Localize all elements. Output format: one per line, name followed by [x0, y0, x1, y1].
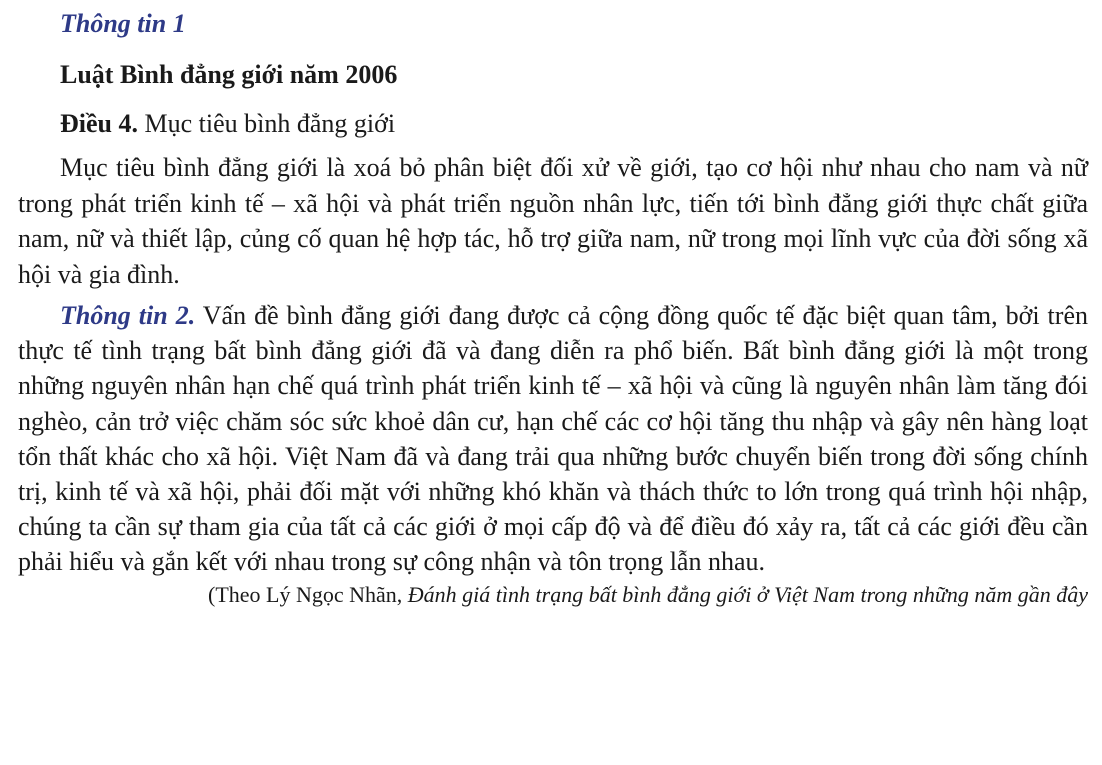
article-title: Mục tiêu bình đẳng giới: [138, 109, 396, 138]
article-heading: [18, 100, 1088, 148]
source-prefix: (Theo Lý Ngọc Nhãn,: [208, 581, 408, 607]
source-citation: [18, 580, 1088, 610]
info-1-heading: Thông tin 1: [60, 9, 186, 38]
info-2-label: Thông tin 2.: [60, 301, 196, 330]
info-2-paragraph: [18, 298, 1088, 580]
source-title: Đánh giá tình trạng bất bình đẳng giới ở Việt Nam trong những năm gần đây: [407, 581, 1088, 607]
law-title: Luật Bình đẳng giới năm 2006: [60, 60, 398, 89]
info-2-text: Vấn đề bình đẳng giới đang được cả cộng đồng quốc tế đặc biệt quan tâm, bởi trên thực tế tình trạng bất bình đẳng giới đã và đang diễn ra phổ biến. Bất bình đẳng giới là một trong những nguyên nhân hạn chế quá trình phát triển kinh tế – xã hội và cũng là nguyên nhân làm tăng đói nghèo, cản trở việc chăm sóc sức khoẻ dân cư, hạn chế các cơ hội tăng thu nhập và gây nên hàng loạt tổn thất khác cho xã hội. Việt Nam đã và đang trải qua những bước chuyển biến trong đời sống chính trị, kinh tế và xã hội, phải đối mặt với những khó khăn và thách thức to lớn trong quá trình hội nhập, chúng ta cần sự tham gia của tất cả các giới ở mọi cấp độ và để điều đó xảy ra, tất cả các giới đều cần phải hiểu và gắn kết với nhau trong sự công nhận và tôn trọng lẫn nhau.: [18, 301, 1088, 577]
article-label: Điều 4.: [60, 109, 138, 138]
article-paragraph: Mục tiêu bình đẳng giới là xoá bỏ phân biệt đối xử về giới, tạo cơ hội như nhau cho nam và nữ trong phát triển kinh tế – xã hội và phát triển nguồn nhân lực, tiến tới bình đẳng giới thực chất giữa nam, nữ và thiết lập, củng cố quan hệ hợp tác, hỗ trợ giữa nam, nữ trong mọi lĩnh vực của đời sống xã hội và gia đình.: [18, 153, 1088, 289]
